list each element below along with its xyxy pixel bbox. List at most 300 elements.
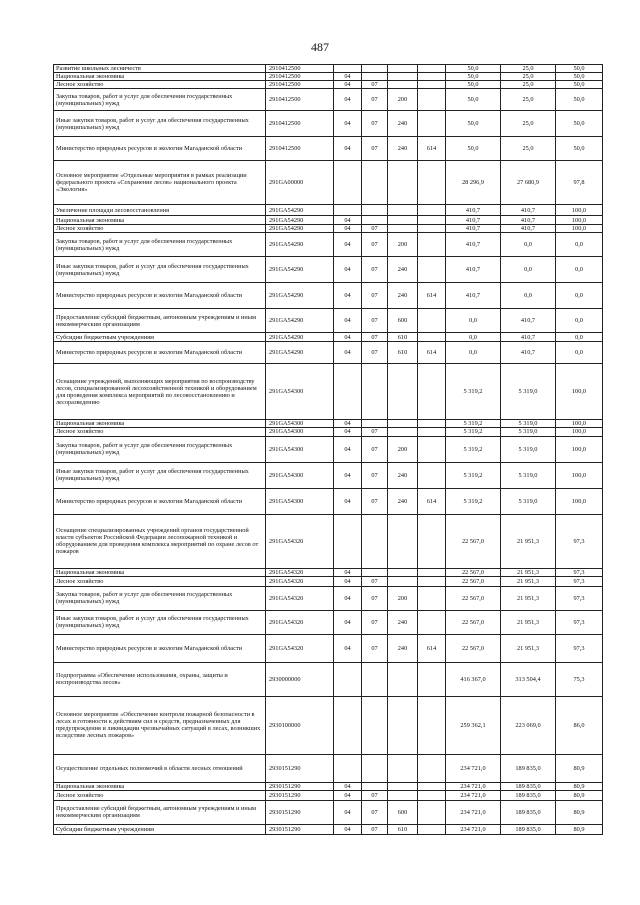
row-planned-cell: 410,7: [446, 216, 501, 225]
row-name-cell: Основное мероприятие «Обеспечение контроля пожарной безопасности в лесах и готовности к действиям сил и средств, предназначенных для предупреждения и ликвидации чрезвычайных ситуаций в лесах, возникших вследствие лесных пожаров»: [54, 696, 266, 754]
table-row: [54, 488, 603, 514]
row-subsection-cell: [362, 662, 388, 696]
row-executed-cell: 410,7: [501, 205, 556, 216]
row-subsection-cell: 07: [362, 283, 388, 309]
row-percent-cell: 97,8: [556, 161, 603, 205]
row-ministry-code-cell: [418, 782, 446, 790]
row-percent-cell: 86,0: [556, 696, 603, 754]
table-row: [54, 283, 603, 309]
row-ministry-code-cell: [418, 790, 446, 800]
row-code-cell: 291GA54300: [266, 364, 334, 420]
row-executed-cell: 5 319,0: [501, 488, 556, 514]
row-percent-cell: 100,0: [556, 225, 603, 233]
row-expense-type-cell: 240: [388, 634, 418, 662]
row-expense-type-cell: [388, 754, 418, 782]
row-percent-cell: 100,0: [556, 364, 603, 420]
row-subsection-cell: 07: [362, 225, 388, 233]
table-row: [54, 257, 603, 283]
table-row: [54, 333, 603, 342]
row-ministry-code-cell: [418, 568, 446, 576]
row-section-cell: 04: [334, 800, 362, 824]
row-planned-cell: 0,0: [446, 309, 501, 333]
row-planned-cell: 0,0: [446, 333, 501, 342]
row-name-cell: Лесное хозяйство: [54, 81, 266, 89]
row-name-cell: Министерство природных ресурсов и экологии Магаданской области: [54, 342, 266, 364]
row-executed-cell: 410,7: [501, 333, 556, 342]
row-planned-cell: 22 567,0: [446, 568, 501, 576]
row-planned-cell: 234 721,0: [446, 790, 501, 800]
row-expense-type-cell: 240: [388, 488, 418, 514]
row-section-cell: 04: [334, 634, 362, 662]
row-name-cell: Лесное хозяйство: [54, 576, 266, 586]
row-code-cell: 2930151290: [266, 824, 334, 834]
row-ministry-code-cell: [418, 111, 446, 137]
row-name-cell: Министерство природных ресурсов и экологии Магаданской области: [54, 488, 266, 514]
row-expense-type-cell: [388, 696, 418, 754]
row-expense-type-cell: 610: [388, 342, 418, 364]
row-ministry-code-cell: [418, 754, 446, 782]
row-subsection-cell: 07: [362, 342, 388, 364]
row-executed-cell: 313 504,4: [501, 662, 556, 696]
row-expense-type-cell: 200: [388, 89, 418, 111]
row-executed-cell: 5 319,0: [501, 462, 556, 488]
row-executed-cell: 25,0: [501, 111, 556, 137]
row-ministry-code-cell: [418, 696, 446, 754]
table-row: [54, 137, 603, 161]
row-ministry-code-cell: [418, 824, 446, 834]
row-percent-cell: 80,9: [556, 782, 603, 790]
row-subsection-cell: 07: [362, 257, 388, 283]
row-subsection-cell: 07: [362, 436, 388, 462]
row-subsection-cell: [362, 568, 388, 576]
row-code-cell: 2930100000: [266, 696, 334, 754]
row-section-cell: 04: [334, 428, 362, 436]
row-ministry-code-cell: 614: [418, 283, 446, 309]
row-percent-cell: 80,9: [556, 754, 603, 782]
row-ministry-code-cell: [418, 225, 446, 233]
row-planned-cell: 5 319,2: [446, 488, 501, 514]
row-expense-type-cell: [388, 568, 418, 576]
row-expense-type-cell: 240: [388, 111, 418, 137]
row-expense-type-cell: [388, 73, 418, 81]
row-code-cell: 2930000000: [266, 662, 334, 696]
row-code-cell: 2910412500: [266, 111, 334, 137]
row-percent-cell: 100,0: [556, 205, 603, 216]
row-subsection-cell: 07: [362, 576, 388, 586]
row-percent-cell: 50,0: [556, 73, 603, 81]
row-percent-cell: 50,0: [556, 111, 603, 137]
row-planned-cell: 22 567,0: [446, 586, 501, 610]
row-code-cell: 2910412500: [266, 65, 334, 73]
row-subsection-cell: 07: [362, 81, 388, 89]
table-row: [54, 161, 603, 205]
row-percent-cell: 100,0: [556, 420, 603, 428]
row-section-cell: 04: [334, 586, 362, 610]
row-planned-cell: 5 319,2: [446, 420, 501, 428]
row-name-cell: Осуществление отдельных полномочий в области лесных отношений: [54, 754, 266, 782]
row-expense-type-cell: [388, 576, 418, 586]
row-percent-cell: 50,0: [556, 81, 603, 89]
row-subsection-cell: 07: [362, 800, 388, 824]
row-ministry-code-cell: [418, 662, 446, 696]
row-code-cell: 2910412500: [266, 137, 334, 161]
row-name-cell: Министерство природных ресурсов и экологии Магаданской области: [54, 283, 266, 309]
row-planned-cell: 410,7: [446, 205, 501, 216]
budget-table: [53, 64, 603, 835]
row-section-cell: 04: [334, 81, 362, 89]
row-planned-cell: 5 319,2: [446, 462, 501, 488]
row-percent-cell: 100,0: [556, 462, 603, 488]
row-expense-type-cell: [388, 205, 418, 216]
table-row: [54, 754, 603, 782]
row-executed-cell: 189 835,0: [501, 782, 556, 790]
row-name-cell: Иные закупки товаров, работ и услуг для обеспечения государственных (муниципальных) нужд: [54, 111, 266, 137]
row-code-cell: 291GA54290: [266, 233, 334, 257]
row-ministry-code-cell: [418, 65, 446, 73]
table-row: [54, 205, 603, 216]
row-percent-cell: 75,3: [556, 662, 603, 696]
row-percent-cell: 97,3: [556, 610, 603, 634]
table-row: [54, 233, 603, 257]
row-ministry-code-cell: [418, 576, 446, 586]
row-percent-cell: 100,0: [556, 488, 603, 514]
table-row: [54, 216, 603, 225]
row-ministry-code-cell: [418, 514, 446, 568]
row-name-cell: Иные закупки товаров, работ и услуг для обеспечения государственных (муниципальных) нужд: [54, 257, 266, 283]
row-section-cell: 04: [334, 137, 362, 161]
row-subsection-cell: [362, 216, 388, 225]
row-planned-cell: 410,7: [446, 233, 501, 257]
row-planned-cell: 410,7: [446, 225, 501, 233]
row-executed-cell: 25,0: [501, 65, 556, 73]
table-row: [54, 782, 603, 790]
row-expense-type-cell: [388, 225, 418, 233]
row-planned-cell: 259 362,1: [446, 696, 501, 754]
table-row: [54, 824, 603, 834]
row-code-cell: 291GA54290: [266, 216, 334, 225]
row-expense-type-cell: [388, 420, 418, 428]
row-name-cell: Подпрограмма «Обеспечение использования, охраны, защиты и воспроизводства лесов»: [54, 662, 266, 696]
row-code-cell: 2910412500: [266, 81, 334, 89]
row-subsection-cell: [362, 364, 388, 420]
row-section-cell: 04: [334, 824, 362, 834]
row-name-cell: Субсидии бюджетным учреждениям: [54, 333, 266, 342]
row-code-cell: 2930151290: [266, 790, 334, 800]
row-subsection-cell: [362, 73, 388, 81]
row-planned-cell: 5 319,2: [446, 364, 501, 420]
row-name-cell: Субсидии бюджетным учреждениям: [54, 824, 266, 834]
row-planned-cell: 410,7: [446, 283, 501, 309]
page-number: 487: [311, 40, 329, 54]
table-row: [54, 364, 603, 420]
row-expense-type-cell: [388, 364, 418, 420]
row-ministry-code-cell: [418, 333, 446, 342]
row-code-cell: 2930151290: [266, 782, 334, 790]
row-ministry-code-cell: [418, 436, 446, 462]
row-executed-cell: 5 319,0: [501, 428, 556, 436]
row-expense-type-cell: 240: [388, 462, 418, 488]
row-planned-cell: 5 319,2: [446, 436, 501, 462]
row-executed-cell: 25,0: [501, 137, 556, 161]
table-row: [54, 696, 603, 754]
row-code-cell: 291GA00000: [266, 161, 334, 205]
table-row: [54, 89, 603, 111]
table-row: [54, 111, 603, 137]
row-percent-cell: 0,0: [556, 342, 603, 364]
row-ministry-code-cell: [418, 233, 446, 257]
row-expense-type-cell: 200: [388, 586, 418, 610]
table-row: [54, 634, 603, 662]
row-executed-cell: 410,7: [501, 225, 556, 233]
row-name-cell: Развитие школьных лесничеств: [54, 65, 266, 73]
row-section-cell: 04: [334, 73, 362, 81]
table-row: [54, 342, 603, 364]
row-name-cell: Закупка товаров, работ и услуг для обеспечения государственных (муниципальных) нужд: [54, 436, 266, 462]
row-planned-cell: 416 367,0: [446, 662, 501, 696]
table-row: [54, 73, 603, 81]
row-subsection-cell: 07: [362, 89, 388, 111]
row-percent-cell: 50,0: [556, 65, 603, 73]
table-row: [54, 576, 603, 586]
row-executed-cell: 21 951,3: [501, 514, 556, 568]
row-section-cell: [334, 364, 362, 420]
row-name-cell: Национальная экономика: [54, 782, 266, 790]
row-subsection-cell: [362, 161, 388, 205]
row-subsection-cell: [362, 754, 388, 782]
row-name-cell: Лесное хозяйство: [54, 428, 266, 436]
row-planned-cell: 234 721,0: [446, 782, 501, 790]
row-planned-cell: 0,0: [446, 342, 501, 364]
table-row: [54, 462, 603, 488]
row-code-cell: 291GA54300: [266, 488, 334, 514]
table-row: [54, 81, 603, 89]
row-section-cell: [334, 662, 362, 696]
row-section-cell: 04: [334, 610, 362, 634]
row-percent-cell: 0,0: [556, 333, 603, 342]
row-percent-cell: 80,9: [556, 790, 603, 800]
row-executed-cell: 21 951,3: [501, 634, 556, 662]
row-section-cell: 04: [334, 216, 362, 225]
row-expense-type-cell: 200: [388, 233, 418, 257]
row-ministry-code-cell: [418, 364, 446, 420]
row-ministry-code-cell: [418, 800, 446, 824]
row-executed-cell: 5 319,0: [501, 420, 556, 428]
row-percent-cell: 97,3: [556, 576, 603, 586]
row-expense-type-cell: 610: [388, 824, 418, 834]
row-name-cell: Закупка товаров, работ и услуг для обеспечения государственных (муниципальных) нужд: [54, 89, 266, 111]
row-executed-cell: 21 951,3: [501, 586, 556, 610]
row-subsection-cell: 07: [362, 790, 388, 800]
row-name-cell: Министерство природных ресурсов и экологии Магаданской области: [54, 137, 266, 161]
row-expense-type-cell: 600: [388, 800, 418, 824]
row-section-cell: [334, 696, 362, 754]
row-executed-cell: 27 680,9: [501, 161, 556, 205]
row-code-cell: 291GA54300: [266, 436, 334, 462]
row-expense-type-cell: [388, 514, 418, 568]
table-row: [54, 790, 603, 800]
table-row: [54, 662, 603, 696]
row-expense-type-cell: [388, 216, 418, 225]
row-executed-cell: 410,7: [501, 216, 556, 225]
row-section-cell: 04: [334, 436, 362, 462]
row-ministry-code-cell: [418, 586, 446, 610]
row-name-cell: Национальная экономика: [54, 73, 266, 81]
row-percent-cell: 50,0: [556, 137, 603, 161]
table-row: [54, 800, 603, 824]
row-expense-type-cell: [388, 662, 418, 696]
row-executed-cell: 223 069,0: [501, 696, 556, 754]
row-subsection-cell: [362, 205, 388, 216]
row-name-cell: Закупка товаров, работ и услуг для обеспечения государственных (муниципальных) нужд: [54, 233, 266, 257]
row-section-cell: 04: [334, 111, 362, 137]
row-name-cell: Оснащение специализированных учреждений органов государственной власти субъектов Российской Федерации лесопожарной техникой и оборудованием для проведения комплекса мероприятий по охране лесов от пожаров: [54, 514, 266, 568]
row-name-cell: Оснащение учреждений, выполняющих мероприятия по воспроизводству лесов, специализированной лесохозяйственной техникой и оборудованием для проведения комплекса мероприятий по лесовосстановлению и лесоразведению: [54, 364, 266, 420]
row-code-cell: 291GA54300: [266, 420, 334, 428]
row-section-cell: [334, 65, 362, 73]
row-percent-cell: 80,9: [556, 824, 603, 834]
budget-table-body: [54, 65, 603, 835]
row-planned-cell: 50,0: [446, 111, 501, 137]
row-name-cell: Закупка товаров, работ и услуг для обеспечения государственных (муниципальных) нужд: [54, 586, 266, 610]
row-subsection-cell: 07: [362, 111, 388, 137]
row-code-cell: 291GA54290: [266, 333, 334, 342]
row-section-cell: 04: [334, 420, 362, 428]
row-executed-cell: 410,7: [501, 342, 556, 364]
row-ministry-code-cell: [418, 309, 446, 333]
table-row: [54, 436, 603, 462]
row-ministry-code-cell: [418, 257, 446, 283]
row-executed-cell: 189 835,0: [501, 790, 556, 800]
row-subsection-cell: [362, 696, 388, 754]
row-expense-type-cell: 200: [388, 436, 418, 462]
row-ministry-code-cell: 614: [418, 137, 446, 161]
row-section-cell: 04: [334, 309, 362, 333]
row-expense-type-cell: 610: [388, 333, 418, 342]
table-row: [54, 225, 603, 233]
row-section-cell: 04: [334, 225, 362, 233]
row-executed-cell: 5 319,0: [501, 436, 556, 462]
row-planned-cell: 234 721,0: [446, 754, 501, 782]
row-subsection-cell: 07: [362, 309, 388, 333]
row-ministry-code-cell: [418, 89, 446, 111]
row-planned-cell: 50,0: [446, 137, 501, 161]
row-code-cell: 2930151290: [266, 754, 334, 782]
table-row: [54, 420, 603, 428]
row-section-cell: [334, 205, 362, 216]
row-section-cell: 04: [334, 462, 362, 488]
row-name-cell: Иные закупки товаров, работ и услуг для обеспечения государственных (муниципальных) нужд: [54, 610, 266, 634]
row-ministry-code-cell: 614: [418, 488, 446, 514]
row-name-cell: Лесное хозяйство: [54, 790, 266, 800]
row-section-cell: 04: [334, 283, 362, 309]
row-executed-cell: 189 835,0: [501, 824, 556, 834]
row-executed-cell: 189 835,0: [501, 800, 556, 824]
row-percent-cell: 100,0: [556, 436, 603, 462]
row-code-cell: 291GA54300: [266, 462, 334, 488]
row-subsection-cell: 07: [362, 824, 388, 834]
row-percent-cell: 0,0: [556, 283, 603, 309]
row-code-cell: 291GA54290: [266, 225, 334, 233]
row-expense-type-cell: [388, 428, 418, 436]
row-name-cell: Увеличение площади лесовосстановления: [54, 205, 266, 216]
row-section-cell: [334, 754, 362, 782]
table-row: [54, 428, 603, 436]
row-name-cell: Национальная экономика: [54, 216, 266, 225]
row-percent-cell: 0,0: [556, 257, 603, 283]
row-planned-cell: 22 567,0: [446, 514, 501, 568]
row-ministry-code-cell: 614: [418, 634, 446, 662]
row-planned-cell: 50,0: [446, 81, 501, 89]
row-ministry-code-cell: [418, 462, 446, 488]
row-subsection-cell: 07: [362, 333, 388, 342]
row-executed-cell: 25,0: [501, 81, 556, 89]
row-code-cell: 2910412500: [266, 73, 334, 81]
row-subsection-cell: [362, 65, 388, 73]
row-executed-cell: 5 319,0: [501, 364, 556, 420]
row-executed-cell: 25,0: [501, 89, 556, 111]
row-code-cell: 291GA54320: [266, 514, 334, 568]
row-code-cell: 291GA54290: [266, 283, 334, 309]
row-planned-cell: 28 296,9: [446, 161, 501, 205]
row-section-cell: 04: [334, 257, 362, 283]
row-section-cell: 04: [334, 233, 362, 257]
row-code-cell: 291GA54290: [266, 257, 334, 283]
row-subsection-cell: 07: [362, 428, 388, 436]
row-ministry-code-cell: [418, 205, 446, 216]
row-subsection-cell: [362, 514, 388, 568]
row-planned-cell: 50,0: [446, 65, 501, 73]
row-subsection-cell: [362, 782, 388, 790]
row-expense-type-cell: [388, 790, 418, 800]
row-name-cell: Иные закупки товаров, работ и услуг для обеспечения государственных (муниципальных) нужд: [54, 462, 266, 488]
row-planned-cell: 234 721,0: [446, 800, 501, 824]
row-executed-cell: 0,0: [501, 257, 556, 283]
row-ministry-code-cell: [418, 428, 446, 436]
row-code-cell: 291GA54320: [266, 610, 334, 634]
row-code-cell: 291GA54320: [266, 576, 334, 586]
row-expense-type-cell: 240: [388, 137, 418, 161]
row-expense-type-cell: 600: [388, 309, 418, 333]
row-name-cell: Министерство природных ресурсов и экологии Магаданской области: [54, 634, 266, 662]
row-percent-cell: 0,0: [556, 309, 603, 333]
row-percent-cell: 100,0: [556, 428, 603, 436]
row-percent-cell: 97,3: [556, 568, 603, 576]
row-expense-type-cell: [388, 161, 418, 205]
table-row: [54, 568, 603, 576]
row-name-cell: Основное мероприятие «Отдельные мероприятия в рамках реализации федерального проекта «Сохранение лесов» национального проекта «Экология»: [54, 161, 266, 205]
row-executed-cell: 21 951,3: [501, 610, 556, 634]
row-section-cell: 04: [334, 89, 362, 111]
row-name-cell: Предоставление субсидий бюджетным, автономным учреждениям и иным некоммерческим организациям: [54, 800, 266, 824]
row-percent-cell: 97,3: [556, 634, 603, 662]
row-ministry-code-cell: [418, 161, 446, 205]
row-subsection-cell: 07: [362, 233, 388, 257]
row-planned-cell: 410,7: [446, 257, 501, 283]
table-row: [54, 65, 603, 73]
row-planned-cell: 50,0: [446, 73, 501, 81]
row-planned-cell: 5 319,2: [446, 428, 501, 436]
table-row: [54, 309, 603, 333]
row-name-cell: Предоставление субсидий бюджетным, автономным учреждениям и иным некоммерческим организациям: [54, 309, 266, 333]
row-percent-cell: 100,0: [556, 216, 603, 225]
row-percent-cell: 50,0: [556, 89, 603, 111]
row-executed-cell: 21 951,3: [501, 568, 556, 576]
row-planned-cell: 22 567,0: [446, 634, 501, 662]
row-code-cell: 291GA54290: [266, 205, 334, 216]
row-ministry-code-cell: [418, 81, 446, 89]
row-code-cell: 2910412500: [266, 89, 334, 111]
row-percent-cell: 0,0: [556, 233, 603, 257]
